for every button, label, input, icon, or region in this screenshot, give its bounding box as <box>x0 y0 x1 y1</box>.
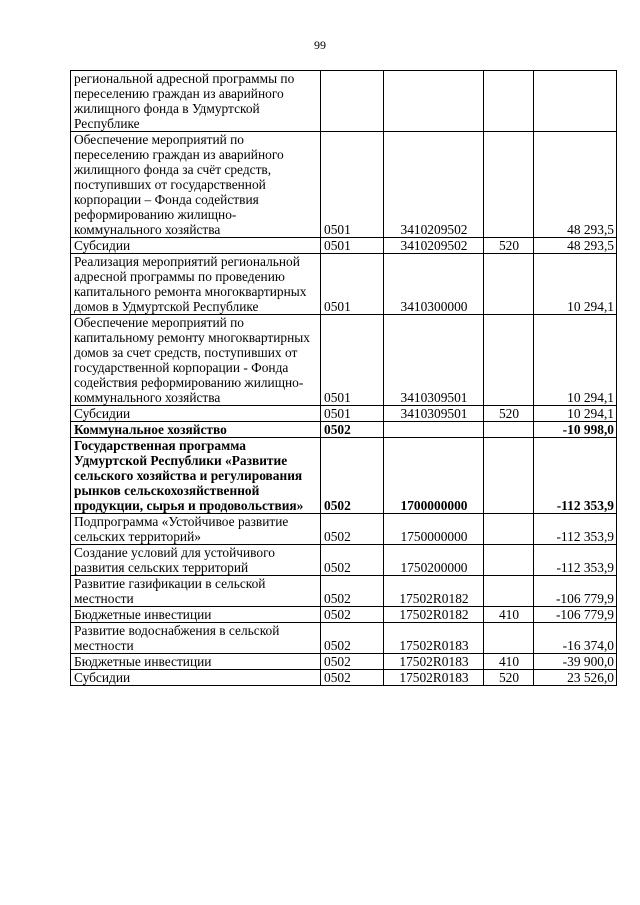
row-name-cell: Субсидии <box>71 238 321 254</box>
page-number: 99 <box>314 38 326 52</box>
row-name-cell: Бюджетные инвестиции <box>71 607 321 623</box>
row-amount-cell: -39 900,0 <box>534 654 617 670</box>
row-name-cell: региональной адресной программы по переселению граждан из аварийного жилищного фонда в Удмуртской Республике <box>71 71 321 132</box>
row-amount-cell: 10 294,1 <box>534 406 617 422</box>
row-section-cell: 0501 <box>321 238 384 254</box>
row-amount-cell: -10 998,0 <box>534 422 617 438</box>
row-code-cell: 3410209502 <box>384 132 484 238</box>
row-section-cell: 0502 <box>321 438 384 514</box>
row-amount-cell: -106 779,9 <box>534 576 617 607</box>
row-code-cell: 1700000000 <box>384 438 484 514</box>
row-code-cell: 3410300000 <box>384 254 484 315</box>
row-code-cell: 3410209502 <box>384 238 484 254</box>
row-vr-cell <box>484 545 534 576</box>
table-row <box>71 623 617 654</box>
row-section-cell: 0502 <box>321 607 384 623</box>
row-section-cell: 0501 <box>321 254 384 315</box>
row-name-cell: Субсидии <box>71 406 321 422</box>
row-amount-cell: -106 779,9 <box>534 607 617 623</box>
row-amount-cell: -112 353,9 <box>534 514 617 545</box>
row-vr-cell <box>484 132 534 238</box>
row-amount-cell: 10 294,1 <box>534 254 617 315</box>
row-vr-cell <box>484 576 534 607</box>
table-row <box>71 545 617 576</box>
row-section-cell <box>321 71 384 132</box>
row-section-cell: 0502 <box>321 514 384 545</box>
row-vr-cell <box>484 254 534 315</box>
row-name-cell: Коммунальное хозяйство <box>71 422 321 438</box>
row-section-cell: 0502 <box>321 670 384 686</box>
table-row <box>71 132 617 238</box>
row-name-cell: Развитие водоснабжения в сельской местности <box>71 623 321 654</box>
row-section-cell: 0502 <box>321 576 384 607</box>
budget-table <box>70 70 617 686</box>
row-code-cell: 17502R0183 <box>384 654 484 670</box>
row-name-cell: Создание условий для устойчивого развития сельских территорий <box>71 545 321 576</box>
row-amount-cell: -16 374,0 <box>534 623 617 654</box>
row-code-cell: 3410309501 <box>384 315 484 406</box>
row-amount-cell: -112 353,9 <box>534 438 617 514</box>
row-vr-cell <box>484 438 534 514</box>
table-row <box>71 514 617 545</box>
row-name-cell: Обеспечение мероприятий по переселению граждан из аварийного жилищного фонда за счёт средств, поступивших от государственной корпорации – Фонда содействия реформированию жилищно-коммунального хозяйства <box>71 132 321 238</box>
row-amount-cell: 10 294,1 <box>534 315 617 406</box>
row-amount-cell: 48 293,5 <box>534 132 617 238</box>
row-vr-cell: 520 <box>484 406 534 422</box>
row-name-cell: Обеспечение мероприятий по капитальному ремонту многоквартирных домов за счет средств, поступивших от государственной корпорации - Фонда содействия реформированию жилищно-коммунального хозяйства <box>71 315 321 406</box>
row-code-cell: 1750200000 <box>384 545 484 576</box>
row-vr-cell <box>484 71 534 132</box>
row-code-cell <box>384 71 484 132</box>
row-name-cell: Государственная программа Удмуртской Республики «Развитие сельского хозяйства и регулирования рынков сельскохозяйственной продукции, сырья и продовольствия» <box>71 438 321 514</box>
table-row <box>71 422 617 438</box>
row-section-cell: 0502 <box>321 545 384 576</box>
row-amount-cell: -112 353,9 <box>534 545 617 576</box>
budget-table-body <box>71 71 617 686</box>
row-vr-cell: 410 <box>484 654 534 670</box>
row-amount-cell <box>534 71 617 132</box>
row-amount-cell: 23 526,0 <box>534 670 617 686</box>
row-name-cell: Бюджетные инвестиции <box>71 654 321 670</box>
row-code-cell: 17502R0183 <box>384 670 484 686</box>
row-section-cell: 0502 <box>321 623 384 654</box>
table-row <box>71 254 617 315</box>
row-name-cell: Реализация мероприятий региональной адресной программы по проведению капитального ремонта многоквартирных домов в Удмуртской Республике <box>71 254 321 315</box>
row-vr-cell: 520 <box>484 238 534 254</box>
table-row <box>71 670 617 686</box>
row-section-cell: 0501 <box>321 406 384 422</box>
row-vr-cell: 410 <box>484 607 534 623</box>
row-code-cell: 17502R0182 <box>384 576 484 607</box>
row-section-cell: 0502 <box>321 654 384 670</box>
row-section-cell: 0501 <box>321 132 384 238</box>
row-name-cell: Субсидии <box>71 670 321 686</box>
table-row <box>71 238 617 254</box>
row-name-cell: Развитие газификации в сельской местности <box>71 576 321 607</box>
row-vr-cell <box>484 623 534 654</box>
table-row <box>71 576 617 607</box>
row-code-cell: 17502R0183 <box>384 623 484 654</box>
row-vr-cell <box>484 514 534 545</box>
row-section-cell: 0501 <box>321 315 384 406</box>
table-row <box>71 607 617 623</box>
row-section-cell: 0502 <box>321 422 384 438</box>
row-vr-cell: 520 <box>484 670 534 686</box>
row-code-cell <box>384 422 484 438</box>
row-vr-cell <box>484 422 534 438</box>
table-row <box>71 315 617 406</box>
table-row <box>71 71 617 132</box>
row-code-cell: 17502R0182 <box>384 607 484 623</box>
table-row <box>71 438 617 514</box>
table-row <box>71 654 617 670</box>
row-code-cell: 3410309501 <box>384 406 484 422</box>
table-row <box>71 406 617 422</box>
row-amount-cell: 48 293,5 <box>534 238 617 254</box>
row-code-cell: 1750000000 <box>384 514 484 545</box>
row-name-cell: Подпрограмма «Устойчивое развитие сельских территорий» <box>71 514 321 545</box>
row-vr-cell <box>484 315 534 406</box>
